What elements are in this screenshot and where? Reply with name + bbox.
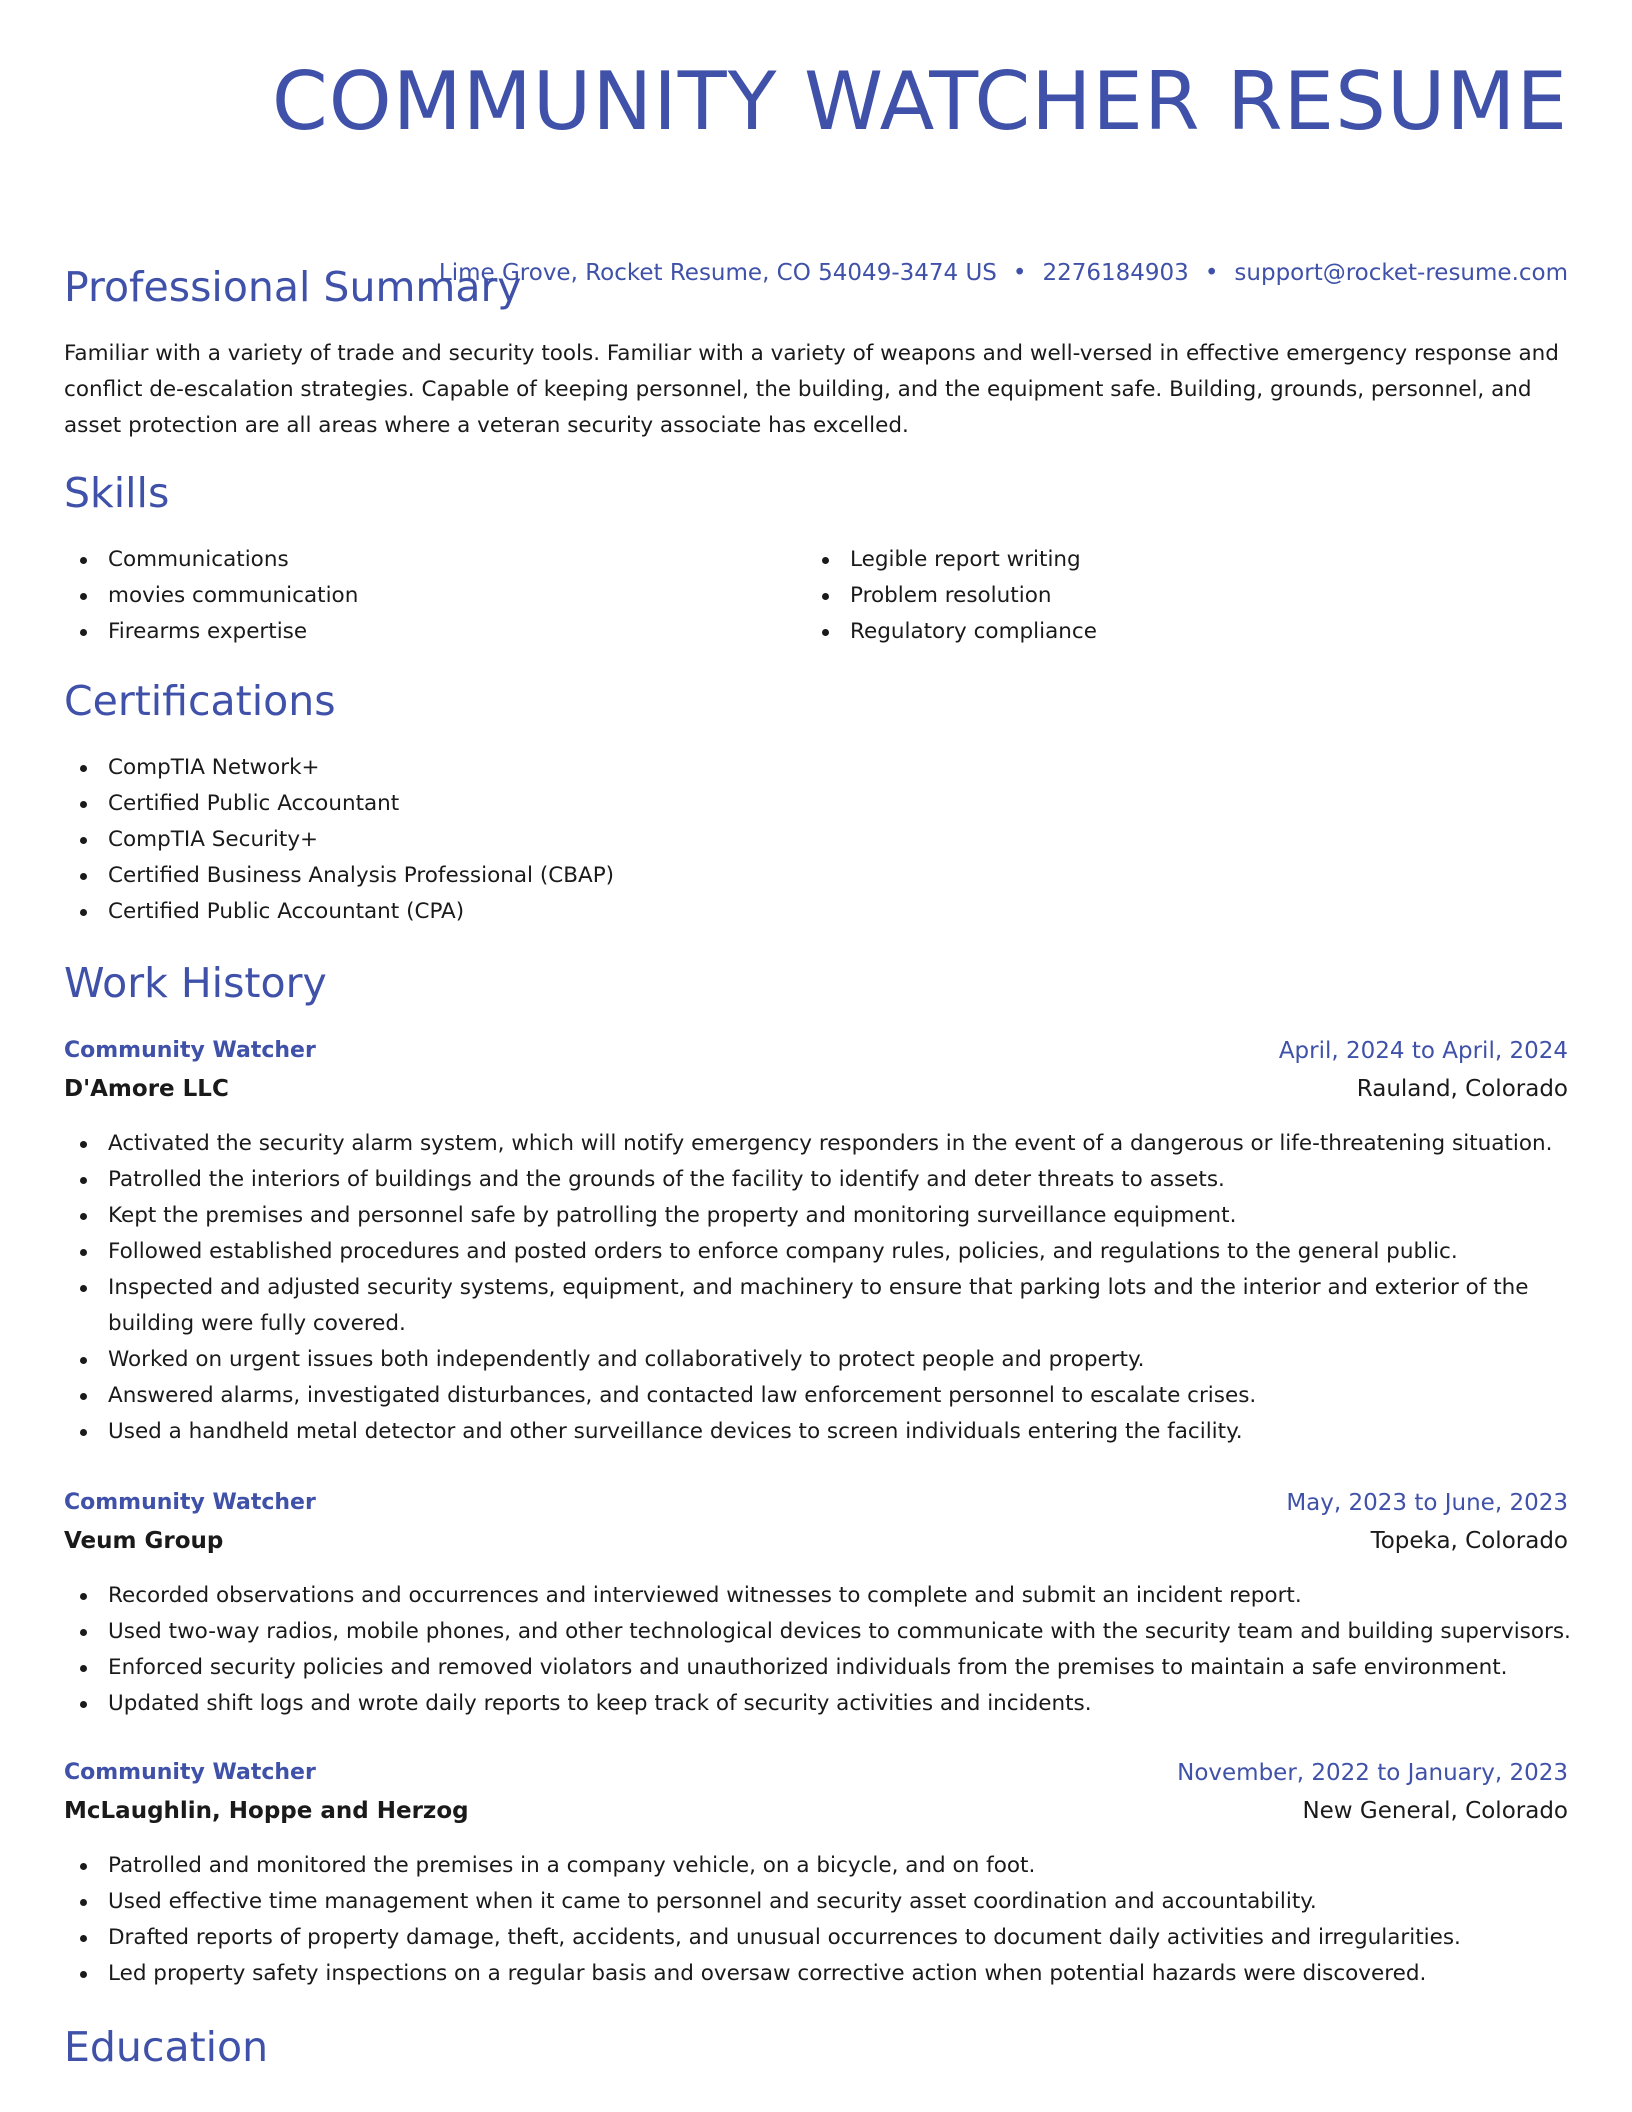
work-history-heading: Work History bbox=[64, 959, 327, 1007]
contact-separator: • bbox=[1204, 260, 1219, 286]
job-company: Veum Group bbox=[64, 1528, 224, 1554]
job-dates: April, 2024 to April, 2024 bbox=[1278, 1038, 1568, 1064]
job-bullets bbox=[64, 1578, 1571, 1722]
job-bullet: Drafted reports of property damage, theft, accidents, and unusual occurrences to document daily activities and irregularities. bbox=[64, 1920, 1568, 1956]
contact-phone: 2276184903 bbox=[1042, 260, 1189, 286]
job-header bbox=[64, 1488, 1568, 1564]
certification-item: Certified Business Analysis Professional (CBAP) bbox=[64, 858, 1568, 894]
skills-list-right bbox=[806, 542, 1506, 650]
job-bullet: Led property safety inspections on a regular basis and oversaw corrective action when potential hazards were discovered. bbox=[64, 1956, 1568, 1992]
job-bullet: Kept the premises and personnel safe by patrolling the property and monitoring surveillance equipment. bbox=[64, 1198, 1568, 1234]
job-bullet: Worked on urgent issues both independently and collaboratively to protect people and property. bbox=[64, 1342, 1568, 1378]
job-dates: November, 2022 to January, 2023 bbox=[1177, 1760, 1568, 1786]
skill-item: Legible report writing bbox=[806, 542, 1506, 578]
job-bullet: Followed established procedures and posted orders to enforce company rules, policies, and regulations to the general public. bbox=[64, 1234, 1568, 1270]
job-bullet: Activated the security alarm system, which will notify emergency responders in the event of a dangerous or life-threatening situation. bbox=[64, 1126, 1568, 1162]
skill-item: Communications bbox=[64, 542, 764, 578]
certification-item: CompTIA Security+ bbox=[64, 822, 1568, 858]
job-location: Topeka, Colorado bbox=[1370, 1528, 1568, 1554]
job-bullet: Used effective time management when it came to personnel and security asset coordination and accountability. bbox=[64, 1884, 1568, 1920]
education-heading: Education bbox=[64, 2023, 269, 2071]
job-location: New General, Colorado bbox=[1302, 1798, 1568, 1824]
certification-item: Certified Public Accountant bbox=[64, 786, 1568, 822]
job-bullet: Enforced security policies and removed violators and unauthorized individuals from the premises to maintain a safe environment. bbox=[64, 1650, 1568, 1686]
job-title: Community Watcher bbox=[64, 1490, 316, 1515]
job-header bbox=[64, 1036, 1568, 1112]
job-title: Community Watcher bbox=[64, 1038, 316, 1063]
job-bullet: Patrolled the interiors of buildings and the grounds of the facility to identify and deter threats to assets. bbox=[64, 1162, 1568, 1198]
contact-separator: • bbox=[1012, 260, 1027, 286]
skills-heading: Skills bbox=[64, 469, 170, 517]
contact-line bbox=[439, 258, 1568, 288]
job-bullet: Patrolled and monitored the premises in a company vehicle, on a bicycle, and on foot. bbox=[64, 1848, 1568, 1884]
skill-item: Regulatory compliance bbox=[806, 614, 1506, 650]
contact-address: Lime Grove, Rocket Resume, CO 54049-3474 US bbox=[438, 260, 997, 286]
job-bullets bbox=[64, 1126, 1568, 1450]
job-dates: May, 2023 to June, 2023 bbox=[1286, 1490, 1568, 1516]
job-bullet: Used a handheld metal detector and other surveillance devices to screen individuals entering the facility. bbox=[64, 1414, 1568, 1450]
job-bullet: Updated shift logs and wrote daily reports to keep track of security activities and incidents. bbox=[64, 1686, 1568, 1722]
skill-item: Firearms expertise bbox=[64, 614, 764, 650]
skill-item: movies communication bbox=[64, 578, 764, 614]
certification-item: Certified Public Accountant (CPA) bbox=[64, 894, 1568, 930]
contact-email: support@rocket-resume.com bbox=[1234, 260, 1568, 286]
job-company: D'Amore LLC bbox=[64, 1076, 229, 1102]
certifications-heading: Certifications bbox=[64, 677, 336, 725]
job-location: Rauland, Colorado bbox=[1356, 1076, 1568, 1102]
skills-list-left bbox=[64, 542, 764, 650]
job-title: Community Watcher bbox=[64, 1760, 316, 1785]
resume-title: COMMUNITY WATCHER RESUME bbox=[271, 55, 1568, 148]
certifications-list bbox=[64, 750, 1568, 930]
job-bullet: Inspected and adjusted security systems, equipment, and machinery to ensure that parking lots and the interior and exterior of the building were fully covered. bbox=[64, 1270, 1568, 1342]
job-company: McLaughlin, Hoppe and Herzog bbox=[64, 1798, 469, 1824]
summary-text: Familiar with a variety of trade and security tools. Familiar with a variety of weapons and well-versed in effective emergency response and conflict de-escalation strategies. Capable of keeping personnel, the building, and the equipment safe. Building, grounds, personnel, and asset protection are all areas where a veteran security associate has excelled. bbox=[64, 341, 1559, 438]
certification-item: CompTIA Network+ bbox=[64, 750, 1568, 786]
skill-item: Problem resolution bbox=[806, 578, 1506, 614]
job-header bbox=[64, 1758, 1568, 1834]
job-bullet: Recorded observations and occurrences and interviewed witnesses to complete and submit an incident report. bbox=[64, 1578, 1568, 1614]
summary-heading: Professional Summary bbox=[64, 263, 522, 311]
job-bullet: Answered alarms, investigated disturbances, and contacted law enforcement personnel to escalate crises. bbox=[64, 1378, 1568, 1414]
job-bullets bbox=[64, 1848, 1568, 1992]
job-bullet: Used two-way radios, mobile phones, and other technological devices to communicate with the security team and building supervisors. bbox=[64, 1614, 1568, 1650]
